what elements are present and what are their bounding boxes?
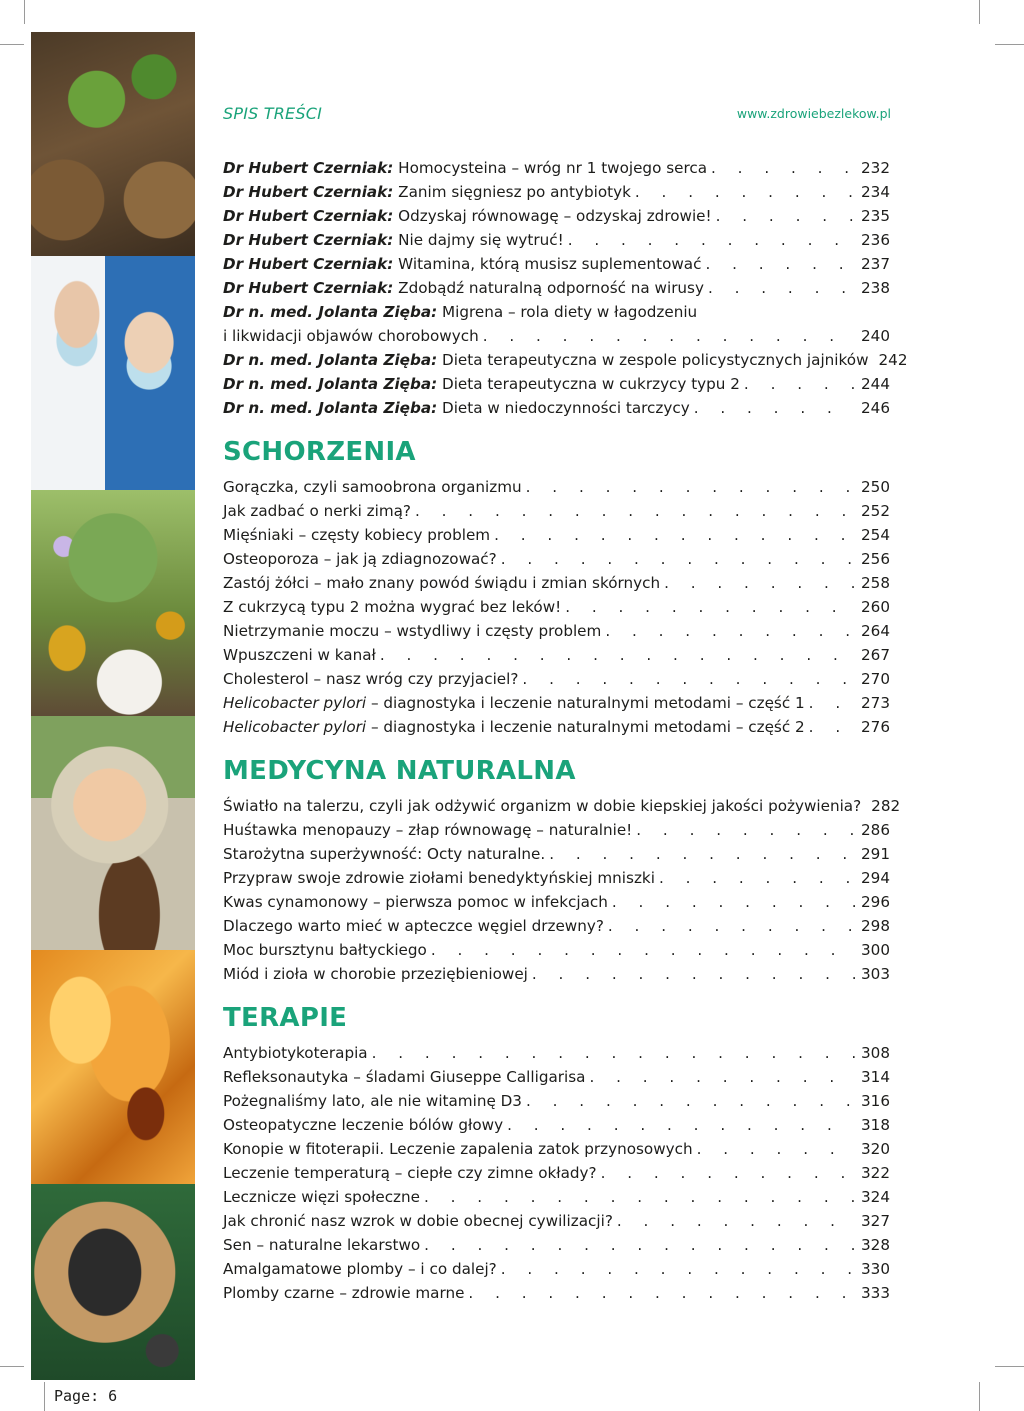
- toc-entry: [223, 890, 890, 914]
- toc-entry-title: [223, 324, 479, 348]
- toc-dot-leader: [589, 1065, 855, 1089]
- toc-entry: [223, 499, 890, 523]
- toc-entry: [223, 1161, 890, 1185]
- toc-page-number: 246: [861, 399, 890, 417]
- toc-page-number: 237: [861, 255, 890, 273]
- toc-entry-text: Osteopatyczne leczenie bólów głowy: [223, 1116, 504, 1134]
- toc-entry: [223, 300, 890, 324]
- toc-entry: [223, 547, 890, 571]
- toc-entry-title: [223, 1185, 420, 1209]
- toc-entry-title: [223, 962, 528, 986]
- toc-entry: [223, 818, 890, 842]
- toc-entry-title: [223, 499, 411, 523]
- toc-dot-leader: [744, 372, 855, 396]
- herbs-nettle-image: [31, 32, 195, 256]
- toc-entry: [223, 1137, 890, 1161]
- website-url: www.zdrowiebezlekow.pl: [736, 106, 891, 121]
- crop-mark: [0, 1366, 24, 1367]
- toc-entry-title: [223, 1137, 693, 1161]
- table-of-contents: [223, 156, 908, 1305]
- toc-page-number: 303: [861, 965, 890, 983]
- toc-entry-text: Kwas cynamonowy – pierwsza pomoc w infekcjach: [223, 893, 608, 911]
- toc-entry: [223, 372, 890, 396]
- toc-dot-leader: [501, 547, 855, 571]
- toc-entry-text: Sen – naturalne lekarstwo: [223, 1236, 421, 1254]
- section-heading: MEDYCYNA NATURALNA: [223, 756, 576, 786]
- crop-mark: [44, 1382, 45, 1411]
- toc-entry-text: Dlaczego warto mieć w apteczce węgiel drzewny?: [223, 917, 604, 935]
- toc-entry: [223, 667, 890, 691]
- toc-entry: [223, 1185, 890, 1209]
- toc-section: [223, 437, 890, 739]
- toc-entry-text: Dieta terapeutyczna w zespole policystycznych jajników: [437, 351, 869, 369]
- toc-entry-text: Huśtawka menopauzy – złap równowagę – naturalnie!: [223, 821, 633, 839]
- toc-entry: [223, 619, 890, 643]
- toc-dot-leader: [664, 571, 855, 595]
- toc-entry-title: [223, 715, 805, 739]
- toc-entry: [223, 842, 890, 866]
- toc-page-number: 322: [861, 1164, 890, 1182]
- toc-entry: [223, 643, 890, 667]
- toc-entry: [223, 396, 890, 420]
- toc-entry-text: i likwidacji objawów chorobowych: [223, 327, 479, 345]
- toc-entry-title: [223, 1233, 420, 1257]
- toc-dot-leader: [601, 1161, 855, 1185]
- toc-dot-leader: [617, 1209, 855, 1233]
- toc-intro-list: [223, 156, 908, 420]
- toc-entry-text: Moc bursztynu bałtyckiego: [223, 941, 427, 959]
- toc-entry-author: Dr Hubert Czerniak:: [223, 255, 394, 273]
- toc-entry-author: Dr n. med. Jolanta Zięba:: [223, 375, 438, 393]
- toc-entry-text: – diagnostyka i leczenie naturalnymi metodami – część 1: [366, 694, 805, 712]
- toc-dot-leader: [697, 1137, 855, 1161]
- toc-entry-title: [223, 1041, 368, 1065]
- crop-mark: [995, 44, 1024, 45]
- child-beekeeper-image: [31, 716, 195, 950]
- toc-page-number: 270: [861, 670, 890, 688]
- toc-entry-title: [223, 667, 518, 691]
- toc-entry-text: Zdobądź naturalną odporność na wirusy: [393, 279, 704, 297]
- toc-entry-title: [223, 938, 427, 962]
- toc-page-number: 256: [861, 550, 890, 568]
- toc-dot-leader: [694, 396, 855, 420]
- toc-page-number: 264: [861, 622, 890, 640]
- toc-entry-text: Nie dajmy się wytruć!: [393, 231, 564, 249]
- toc-entry-author: Dr Hubert Czerniak:: [223, 183, 394, 201]
- toc-entry-text: Osteoporoza – jak ją zdiagnozować?: [223, 550, 497, 568]
- toc-entry: [223, 914, 890, 938]
- toc-entry-text: Amalgamatowe plomby – i co dalej?: [223, 1260, 497, 1278]
- toc-page-number: 252: [861, 502, 890, 520]
- toc-dot-leader: [568, 228, 855, 252]
- toc-entry-text: Lecznicze więzi społeczne: [223, 1188, 420, 1206]
- toc-entry-author: Dr Hubert Czerniak:: [223, 279, 394, 297]
- toc-page-number: 242: [878, 351, 908, 369]
- toc-page-number: 314: [861, 1068, 890, 1086]
- toc-entry-author: Dr Hubert Czerniak:: [223, 159, 394, 177]
- toc-entry: [223, 276, 890, 300]
- toc-entry: [223, 1209, 890, 1233]
- toc-dot-leader: [468, 1281, 855, 1305]
- toc-dot-leader: [526, 475, 855, 499]
- toc-dot-leader: [431, 938, 855, 962]
- toc-page-number: 328: [861, 1236, 890, 1254]
- toc-dot-leader: [809, 715, 855, 739]
- toc-entry-title: [223, 475, 522, 499]
- toc-page-number: 296: [861, 893, 890, 911]
- toc-page-number: 291: [861, 845, 890, 863]
- toc-dot-leader: [501, 1257, 855, 1281]
- toc-entry: [223, 523, 890, 547]
- toc-entry-text: Jak zadbać o nerki zimą?: [223, 502, 411, 520]
- toc-entry-title: [223, 547, 497, 571]
- toc-dot-leader: [608, 914, 855, 938]
- toc-dot-leader: [705, 252, 855, 276]
- toc-section: [223, 756, 901, 986]
- toc-entry-title: [223, 1209, 613, 1233]
- toc-page-number: 333: [861, 1284, 890, 1302]
- toc-entry-text: Antybiotykoterapia: [223, 1044, 368, 1062]
- toc-entry-text: Dieta terapeutyczna w cukrzycy typu 2: [437, 375, 740, 393]
- toc-entry-text: Leczenie temperaturą – ciepłe czy zimne okłady?: [223, 1164, 597, 1182]
- toc-entry-text: Nietrzymanie moczu – wstydliwy i częsty problem: [223, 622, 602, 640]
- toc-page-number: 232: [861, 159, 890, 177]
- toc-entry-text: Światło na talerzu, czyli jak odżywić organizm w dobie kiepskiej jakości pożywienia?: [223, 797, 862, 815]
- toc-entry-author: Dr n. med. Jolanta Zięba:: [223, 351, 438, 369]
- toc-entry-title: [223, 180, 631, 204]
- section-heading: SCHORZENIA: [223, 437, 416, 467]
- toc-entry-italic: Helicobacter pylori: [223, 694, 367, 712]
- toc-dot-leader: [522, 667, 855, 691]
- toc-entry: [223, 1257, 890, 1281]
- toc-entry-title: [223, 1257, 497, 1281]
- toc-entry-text: Zastój żółci – mało znany powód świądu i zmian skórnych: [223, 574, 661, 592]
- toc-entry-text: Starożytna superżywność: Octy naturalne.: [223, 845, 546, 863]
- crop-mark: [979, 0, 980, 24]
- toc-entry-title: [223, 228, 564, 252]
- toc-page-number: 236: [861, 231, 890, 249]
- toc-entry: [223, 794, 901, 818]
- toc-entry-text: Cholesterol – nasz wróg czy przyjaciel?: [223, 670, 519, 688]
- toc-page-number: 235: [861, 207, 890, 225]
- toc-entry: [223, 691, 890, 715]
- charcoal-image: [31, 1184, 195, 1380]
- toc-entry-title: [223, 691, 805, 715]
- toc-entry-title: [223, 1089, 522, 1113]
- toc-dot-leader: [526, 1089, 855, 1113]
- toc-page-number: 324: [861, 1188, 890, 1206]
- toc-page-number: 327: [861, 1212, 890, 1230]
- toc-entry-title: [223, 595, 561, 619]
- toc-page-number: 244: [861, 375, 890, 393]
- photo-strip: [31, 32, 195, 1380]
- toc-entry: [223, 1041, 890, 1065]
- toc-entry-text: Z cukrzycą typu 2 można wygrać bez leków!: [223, 598, 562, 616]
- crop-mark: [0, 44, 24, 45]
- toc-entry-text: Konopie w fitoterapii. Leczenie zapalenia zatok przynosowych: [223, 1140, 693, 1158]
- toc-entry-author: Dr n. med. Jolanta Zięba:: [223, 303, 438, 321]
- toc-entry: [223, 475, 890, 499]
- herbal-oils-mortar-image: [31, 490, 195, 716]
- toc-entry: [223, 324, 890, 348]
- crop-mark: [24, 0, 25, 24]
- toc-entry-title: [223, 890, 608, 914]
- toc-entry-text: Migrena – rola diety w łagodzeniu: [437, 303, 698, 321]
- toc-entry-title: [223, 372, 740, 396]
- toc-entry-title: [223, 523, 490, 547]
- toc-entry: [223, 715, 890, 739]
- toc-entry: [223, 595, 890, 619]
- toc-entry-italic: Helicobacter pylori: [223, 718, 367, 736]
- toc-entry: [223, 348, 908, 372]
- toc-entry-text: Homocysteina – wróg nr 1 twojego serca: [393, 159, 708, 177]
- toc-dot-leader: [711, 156, 855, 180]
- toc-entry: [223, 962, 890, 986]
- toc-page-number: 300: [861, 941, 890, 959]
- toc-entry-title: [223, 842, 545, 866]
- toc-page-number: 254: [861, 526, 890, 544]
- toc-page-number: 286: [861, 821, 890, 839]
- toc-page-number: 267: [861, 646, 890, 664]
- toc-page-number: 294: [861, 869, 890, 887]
- section-heading: TERAPIE: [223, 1003, 348, 1033]
- toc-page-number: 260: [861, 598, 890, 616]
- toc-entry-title: [223, 818, 632, 842]
- toc-dot-leader: [612, 890, 855, 914]
- toc-page-number: 298: [861, 917, 890, 935]
- toc-entry-text: – diagnostyka i leczenie naturalnymi metodami – część 2: [366, 718, 805, 736]
- toc-entry-title: [223, 252, 701, 276]
- toc-page-number: 308: [861, 1044, 890, 1062]
- toc-dot-leader: [636, 818, 855, 842]
- toc-page-number: 240: [861, 327, 890, 345]
- toc-entry-text: Dieta w niedoczynności tarczycy: [437, 399, 690, 417]
- toc-entry-text: Przypraw swoje zdrowie ziołami benedyktyńskiej mniszki: [223, 869, 655, 887]
- toc-entry: [223, 571, 890, 595]
- toc-entry-text: Witamina, którą musisz suplementować: [393, 255, 702, 273]
- toc-entry-text: Jak chronić nasz wzrok w dobie obecnej cywilizacji?: [223, 1212, 613, 1230]
- toc-dot-leader: [424, 1233, 855, 1257]
- toc-dot-leader: [549, 842, 855, 866]
- toc-page-number: 330: [861, 1260, 890, 1278]
- toc-dot-leader: [605, 619, 855, 643]
- toc-entry-title: [223, 866, 655, 890]
- toc-dot-leader: [635, 180, 855, 204]
- toc-entry: [223, 1089, 890, 1113]
- toc-entry-author: Dr Hubert Czerniak:: [223, 207, 394, 225]
- toc-entry: [223, 180, 890, 204]
- toc-entry-text: Mięśniaki – częsty kobiecy problem: [223, 526, 491, 544]
- toc-entry-title: [223, 300, 697, 324]
- toc-dot-leader: [424, 1185, 855, 1209]
- toc-entry-title: [223, 914, 604, 938]
- page-number-footer: Page: 6: [54, 1387, 118, 1405]
- toc-entry-title: [223, 643, 376, 667]
- toc-page-number: 258: [861, 574, 890, 592]
- toc-entry-text: Plomby czarne – zdrowie marne: [223, 1284, 465, 1302]
- toc-page-number: 238: [861, 279, 890, 297]
- toc-dot-leader: [565, 595, 855, 619]
- toc-entry-text: Pożegnaliśmy lato, ale nie witaminę D3: [223, 1092, 522, 1110]
- toc-dot-leader: [483, 324, 855, 348]
- toc-page-number: 282: [871, 797, 901, 815]
- toc-entry-title: [223, 619, 601, 643]
- toc-dot-leader: [809, 691, 855, 715]
- toc-entry-title: [223, 348, 869, 372]
- toc-dot-leader: [415, 499, 855, 523]
- toc-dot-leader: [659, 866, 855, 890]
- toc-page-number: 318: [861, 1116, 890, 1134]
- toc-dot-leader: [716, 204, 855, 228]
- toc-entry-text: Miód i zioła w chorobie przeziębieniowej: [223, 965, 528, 983]
- toc-entry-title: [223, 1161, 597, 1185]
- toc-page-number: 234: [861, 183, 890, 201]
- toc-dot-leader: [532, 962, 855, 986]
- toc-entry: [223, 938, 890, 962]
- toc-page-number: 273: [861, 694, 890, 712]
- toc-entry-title: [223, 571, 660, 595]
- toc-entry: [223, 1281, 890, 1305]
- toc-entry-title: [223, 1281, 464, 1305]
- toc-dot-leader: [507, 1113, 855, 1137]
- toc-entry-title: [223, 276, 704, 300]
- toc-dot-leader: [708, 276, 855, 300]
- toc-entry-title: [223, 396, 690, 420]
- toc-entry-text: Wpuszczeni w kanał: [223, 646, 376, 664]
- toc-entry-title: [223, 204, 712, 228]
- toc-dot-leader: [380, 643, 855, 667]
- toc-entry: [223, 204, 890, 228]
- toc-entry-author: Dr Hubert Czerniak:: [223, 231, 394, 249]
- toc-page-number: 250: [861, 478, 890, 496]
- crop-mark: [979, 1382, 980, 1411]
- toc-entry: [223, 228, 890, 252]
- toc-dot-leader: [494, 523, 855, 547]
- toc-page-number: 276: [861, 718, 890, 736]
- toc-entry-title: [223, 1113, 503, 1137]
- toc-entry: [223, 156, 890, 180]
- page-title: SPIS TREŚCI: [223, 104, 323, 123]
- toc-entry: [223, 1233, 890, 1257]
- toc-entry: [223, 1113, 890, 1137]
- toc-entry-text: Zanim sięgniesz po antybiotyk: [393, 183, 631, 201]
- toc-entry-text: Odzyskaj równowagę – odzyskaj zdrowie!: [393, 207, 712, 225]
- toc-entry-title: [223, 156, 707, 180]
- toc-page-number: 316: [861, 1092, 890, 1110]
- toc-entry: [223, 1065, 890, 1089]
- toc-entry-text: Refleksonautyka – śladami Giuseppe Calligarisa: [223, 1068, 586, 1086]
- toc-entry-author: Dr n. med. Jolanta Zięba:: [223, 399, 438, 417]
- crop-mark: [995, 1366, 1024, 1367]
- toc-entry: [223, 866, 890, 890]
- toc-entry-title: [223, 794, 861, 818]
- amber-image: [31, 950, 195, 1184]
- toc-entry: [223, 252, 890, 276]
- toc-dot-leader: [372, 1041, 855, 1065]
- toc-section: [223, 1003, 890, 1305]
- doctors-masks-image: [31, 256, 195, 490]
- toc-page-number: 320: [861, 1140, 890, 1158]
- toc-entry-title: [223, 1065, 585, 1089]
- toc-entry-text: Gorączka, czyli samoobrona organizmu: [223, 478, 522, 496]
